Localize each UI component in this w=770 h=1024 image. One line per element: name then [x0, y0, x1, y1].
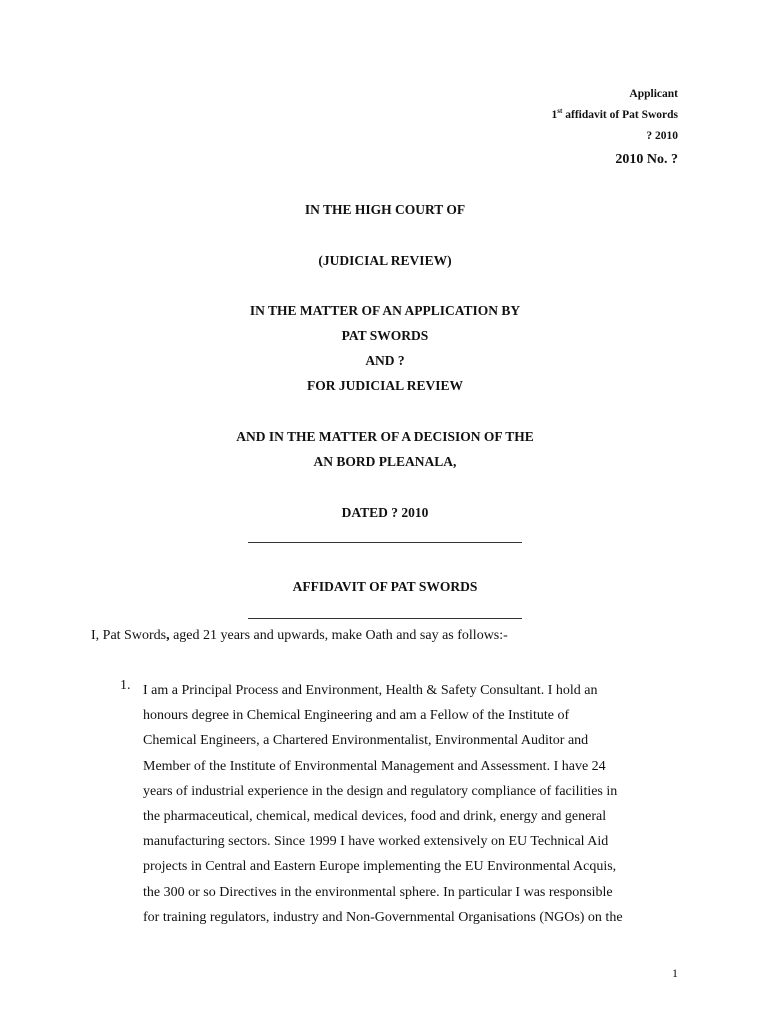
case-number: 2010 No. ? — [615, 152, 678, 167]
paragraph-line: the 300 or so Directives in the environmental sphere. In particular I was responsible — [143, 884, 613, 900]
paragraph-line: Member of the Institute of Environmental Management and Assessment. I have 24 — [143, 758, 606, 774]
matter-application-heading: IN THE MATTER OF AN APPLICATION BY — [249, 303, 521, 318]
affidavit-date: ? 2010 — [646, 130, 678, 142]
affidavit-reference — [552, 109, 678, 121]
paragraph-line: manufacturing sectors. Since 1999 I have worked extensively on EU Technical Aid — [143, 834, 609, 850]
affidavit-title: AFFIDAVIT OF PAT SWORDS — [292, 579, 478, 594]
divider-line — [248, 542, 522, 543]
matter-decision-heading: AND IN THE MATTER OF A DECISION OF THE — [236, 429, 534, 444]
deponent-comma: , — [166, 628, 170, 643]
paragraph-line: projects in Central and Eastern Europe implementing the EU Environmental Acquis, — [143, 859, 617, 875]
applicant-label: Applicant — [629, 88, 678, 100]
intro-text: aged 21 years and upwards, make Oath and say as follows:- — [169, 628, 508, 643]
affidavit-ordinal-suffix: st — [557, 107, 563, 116]
paragraph-line: the pharmaceutical, chemical, medical devices, food and drink, energy and general — [143, 809, 607, 825]
for-review-heading: FOR JUDICIAL REVIEW — [306, 378, 464, 393]
affidavit-ordinal: 1 — [551, 109, 558, 121]
judicial-review-heading: (JUDICIAL REVIEW) — [318, 253, 452, 268]
paragraph-line: years of industrial experience in the design and regulatory compliance of facilities in — [143, 783, 618, 799]
paragraph-body — [143, 678, 683, 930]
dated-heading: DATED ? 2010 — [341, 505, 429, 520]
respondent-heading: AND ? — [365, 353, 405, 368]
decision-body-heading: AN BORD PLEANALA, — [313, 454, 457, 469]
paragraph-line: Chemical Engineers, a Chartered Environmentalist, Environmental Auditor and — [143, 733, 589, 749]
page-number: 1 — [672, 966, 678, 980]
paragraph-line: I am a Principal Process and Environment, Health & Safety Consultant. I hold an — [143, 683, 598, 698]
paragraph-line: for training regulators, industry and Non-Governmental Organisations (NGOs) on the — [143, 909, 623, 925]
intro-statement — [91, 628, 508, 644]
affidavit-reference-text: affidavit of Pat Swords — [562, 109, 678, 121]
paragraph-line: honours degree in Chemical Engineering and am a Fellow of the Institute of — [143, 708, 570, 724]
deponent-name: I, Pat Swords — [91, 628, 167, 643]
paragraph-number: 1. — [120, 678, 131, 693]
applicant-name-heading: PAT SWORDS — [341, 328, 429, 343]
divider-line — [248, 618, 522, 619]
court-heading: IN THE HIGH COURT OF — [304, 202, 466, 217]
